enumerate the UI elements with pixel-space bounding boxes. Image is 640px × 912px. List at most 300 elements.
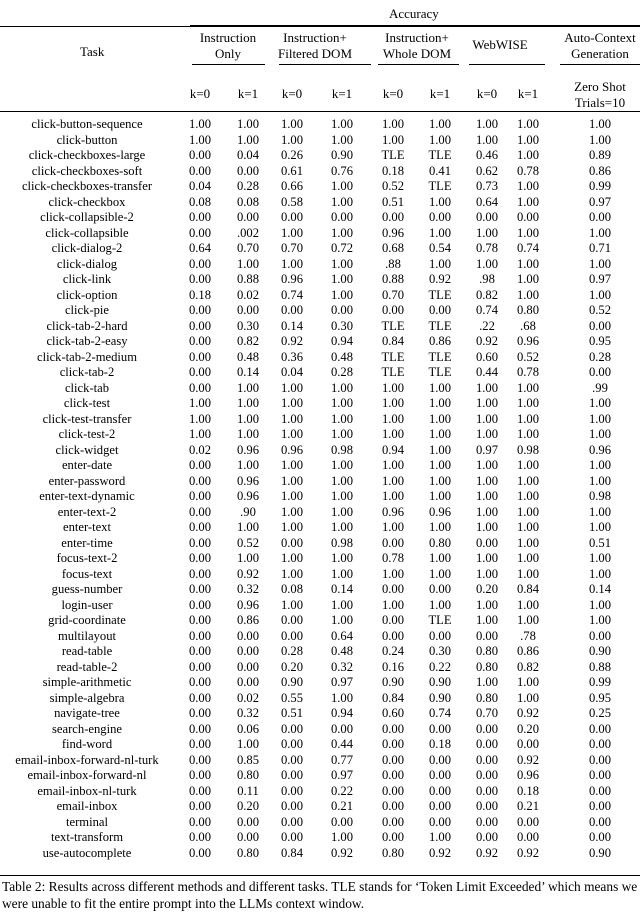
value-cell: 1.00 [330, 551, 354, 565]
task-name: focus-text-2 [56, 551, 118, 565]
value-cell: 1.00 [428, 256, 452, 271]
value-cell: TLE [381, 148, 405, 162]
value-cell: 0.97 [475, 442, 499, 457]
value-cell: 1.00 [516, 411, 540, 426]
value-cell: 1.00 [236, 458, 260, 472]
value-cell: 1.00 [280, 411, 304, 426]
k-header: k=1 [331, 86, 353, 101]
task-name: click-button [56, 132, 118, 147]
value-cell: 0.02 [236, 287, 260, 302]
group-header-line: Only [215, 46, 241, 61]
k-header-line: Trials=10 [574, 95, 626, 110]
value-cell: 0.92 [236, 566, 260, 581]
value-cell: 1.00 [330, 520, 354, 534]
value-cell: 0.26 [280, 148, 304, 162]
value-cell: 0.72 [330, 241, 354, 255]
accuracy-label: Accuracy [389, 6, 439, 21]
value-cell: .98 [479, 272, 495, 286]
value-cell: 0.00 [588, 318, 612, 333]
value-cell: 0.54 [428, 241, 452, 255]
value-cell: 1.00 [588, 613, 612, 627]
value-cell: 1.00 [475, 551, 499, 565]
value-cell: 0.00 [588, 768, 612, 782]
task-name: click-tab-2-easy [46, 334, 128, 348]
value-cell: 0.14 [236, 365, 260, 379]
value-cell: 0.00 [381, 783, 405, 798]
value-cell: 1.00 [236, 427, 260, 441]
value-cell: 0.00 [236, 814, 260, 829]
value-cell: 0.28 [236, 179, 260, 193]
value-cell: 0.18 [188, 287, 212, 302]
value-cell: 0.98 [516, 442, 540, 457]
value-cell: 0.48 [236, 349, 260, 364]
task-name: multilayout [57, 628, 117, 643]
value-cell: 0.98 [588, 489, 612, 503]
value-cell: 1.00 [475, 566, 499, 581]
value-cell: 1.00 [280, 566, 304, 581]
value-cell: 1.00 [280, 520, 304, 534]
group-header-line: Generation [571, 46, 629, 61]
value-cell: 1.00 [588, 117, 612, 131]
task-name: click-tab-2-hard [46, 318, 128, 333]
header-bottom-rule [0, 111, 640, 112]
task-name: enter-date [61, 458, 113, 472]
value-cell: 0.00 [188, 830, 212, 844]
value-cell: 0.51 [280, 706, 304, 720]
value-cell: 1.00 [516, 427, 540, 441]
value-cell: 0.00 [280, 535, 304, 550]
task-name: click-checkbox [48, 194, 126, 209]
task-name: terminal [66, 814, 108, 829]
value-cell: 0.00 [280, 628, 304, 643]
value-cell: 1.00 [428, 489, 452, 503]
value-cell: 1.00 [236, 551, 260, 565]
value-cell: TLE [381, 318, 405, 333]
task-name: email-inbox-forward-nl-turk [15, 752, 159, 767]
value-cell: 1.00 [588, 504, 612, 519]
value-cell: 0.00 [188, 365, 212, 379]
value-cell: 1.00 [428, 458, 452, 472]
value-cell: 0.90 [381, 675, 405, 689]
value-cell: 1.00 [381, 117, 405, 131]
value-cell: 1.00 [280, 396, 304, 410]
value-cell: 0.92 [280, 334, 304, 348]
value-cell: 0.11 [237, 783, 259, 798]
value-cell: 0.00 [236, 628, 260, 643]
value-cell: 1.00 [588, 225, 612, 240]
value-cell: 1.00 [588, 411, 612, 426]
value-cell: 1.00 [428, 520, 452, 534]
value-cell: TLE [428, 349, 452, 364]
value-cell: 0.00 [428, 768, 452, 782]
value-cell: 0.51 [381, 194, 405, 209]
value-cell: 1.00 [280, 504, 304, 519]
value-cell: 0.00 [475, 799, 499, 813]
task-name: enter-text-2 [57, 504, 117, 519]
value-cell: 0.00 [236, 830, 260, 844]
value-cell: 1.00 [475, 504, 499, 519]
value-cell: 0.48 [330, 644, 354, 658]
group-header-line: Filtered DOM [277, 46, 353, 61]
value-cell: 0.00 [188, 520, 212, 534]
value-cell: 1.00 [516, 520, 540, 534]
value-cell: 0.96 [236, 489, 260, 503]
value-cell: 0.96 [516, 334, 540, 348]
value-cell: 1.00 [516, 566, 540, 581]
value-cell: 1.00 [516, 458, 540, 472]
value-cell: TLE [381, 349, 405, 364]
value-cell: 0.16 [381, 659, 405, 674]
value-cell: 1.00 [428, 132, 452, 147]
value-cell: 0.04 [188, 179, 212, 193]
value-cell: 0.00 [188, 303, 212, 317]
value-cell: 0.98 [330, 535, 354, 550]
value-cell: 0.41 [428, 163, 452, 178]
task-name: email-inbox-nl-turk [37, 783, 137, 798]
value-cell: 1.00 [475, 256, 499, 271]
value-cell: 1.00 [280, 597, 304, 612]
k-header: k=1 [429, 86, 451, 101]
value-cell: 1.00 [280, 551, 304, 565]
task-name: read-table [61, 644, 113, 658]
task-name: click-pie [64, 303, 110, 317]
value-cell: 0.00 [381, 799, 405, 813]
value-cell: 1.00 [188, 117, 212, 131]
task-name: click-tab-2-medium [36, 349, 137, 364]
task-name: simple-arithmetic [42, 675, 132, 689]
task-name: find-word [61, 737, 113, 751]
value-cell: 0.00 [188, 690, 212, 705]
value-cell: 0.00 [188, 706, 212, 720]
value-cell: 0.00 [330, 721, 354, 736]
value-cell: 0.00 [428, 628, 452, 643]
value-cell: 0.20 [236, 799, 260, 813]
value-cell: 1.00 [516, 225, 540, 240]
value-cell: TLE [428, 318, 452, 333]
value-cell: 1.00 [516, 535, 540, 550]
k-header-line: Zero Shot [574, 79, 626, 94]
value-cell: 0.00 [381, 303, 405, 317]
value-cell: 0.97 [330, 675, 354, 689]
group-header-line: Instruction+ [283, 30, 347, 45]
value-cell: 0.90 [428, 690, 452, 705]
value-cell: 0.28 [280, 644, 304, 658]
value-cell: 0.96 [280, 272, 304, 286]
value-cell: TLE [428, 148, 452, 162]
value-cell: 0.00 [188, 349, 212, 364]
value-cell: 1.00 [428, 442, 452, 457]
value-cell: 1.00 [475, 380, 499, 395]
value-cell: 1.00 [428, 396, 452, 410]
group-header-line: Instruction+ [385, 30, 449, 45]
value-cell: 0.00 [428, 752, 452, 767]
value-cell: 1.00 [330, 256, 354, 271]
value-cell: 0.00 [188, 768, 212, 782]
task-name: email-inbox-forward-nl [27, 768, 147, 782]
value-cell: 0.00 [381, 768, 405, 782]
value-cell: 1.00 [280, 225, 304, 240]
value-cell: 0.80 [475, 659, 499, 674]
value-cell: 1.00 [588, 256, 612, 271]
value-cell: 0.00 [381, 752, 405, 767]
value-cell: 0.00 [188, 814, 212, 829]
task-name: focus-text [61, 566, 113, 581]
value-cell: 1.00 [516, 256, 540, 271]
value-cell: 0.68 [381, 241, 405, 255]
value-cell: 0.36 [280, 349, 304, 364]
value-cell: 0.48 [330, 349, 354, 364]
value-cell: 1.00 [381, 458, 405, 472]
value-cell: 0.00 [381, 830, 405, 844]
value-cell: 0.21 [330, 799, 354, 813]
value-cell: 1.00 [516, 690, 540, 705]
value-cell: 1.00 [330, 380, 354, 395]
value-cell: 0.84 [381, 334, 405, 348]
k-header: k=1 [237, 86, 259, 101]
value-cell: 0.08 [188, 194, 212, 209]
value-cell: 1.00 [588, 132, 612, 147]
value-cell: 0.32 [330, 659, 354, 674]
value-cell: 0.00 [475, 210, 499, 224]
value-cell: 0.55 [280, 690, 304, 705]
value-cell: 0.94 [381, 442, 405, 457]
value-cell: 1.00 [475, 117, 499, 131]
value-cell: 0.00 [236, 644, 260, 658]
value-cell: 0.74 [428, 706, 452, 720]
value-cell: 0.60 [381, 706, 405, 720]
value-cell: 1.00 [516, 613, 540, 627]
value-cell: 0.22 [330, 783, 354, 798]
value-cell: 0.00 [188, 752, 212, 767]
value-cell: 1.00 [381, 473, 405, 488]
value-cell: 0.28 [330, 365, 354, 379]
value-cell: 0.00 [381, 210, 405, 224]
value-cell: 0.00 [475, 721, 499, 736]
value-cell: 1.00 [330, 179, 354, 193]
value-cell: 0.00 [280, 814, 304, 829]
value-cell: 1.00 [330, 117, 354, 131]
value-cell: 0.00 [428, 783, 452, 798]
value-cell: 1.00 [236, 520, 260, 534]
value-cell: 0.64 [188, 241, 212, 255]
value-cell: 0.00 [188, 644, 212, 658]
value-cell: 0.64 [330, 628, 354, 643]
value-cell: 0.96 [236, 442, 260, 457]
value-cell: 0.80 [236, 768, 260, 782]
value-cell: 0.96 [588, 442, 612, 457]
value-cell: 1.00 [428, 551, 452, 565]
value-cell: 0.99 [588, 675, 612, 689]
value-cell: 0.00 [188, 380, 212, 395]
value-cell: 0.70 [475, 706, 499, 720]
value-cell: 0.88 [588, 659, 612, 674]
k-header: k=0 [476, 86, 498, 101]
value-cell: 1.00 [428, 411, 452, 426]
value-cell: 0.24 [381, 644, 405, 658]
value-cell: 0.00 [588, 830, 612, 844]
task-name: click-checkboxes-large [28, 148, 146, 162]
value-cell: 0.00 [188, 551, 212, 565]
value-cell: 1.00 [280, 473, 304, 488]
value-cell: 0.00 [188, 318, 212, 333]
value-cell: 0.78 [381, 551, 405, 565]
value-cell: 0.00 [188, 256, 212, 271]
value-cell: 1.00 [330, 287, 354, 302]
value-cell: 0.00 [236, 163, 260, 178]
task-name: grid-coordinate [48, 613, 126, 627]
task-name: simple-algebra [49, 690, 125, 705]
value-cell: 0.00 [188, 737, 212, 751]
value-cell: 0.00 [516, 814, 540, 829]
value-cell: 0.00 [280, 210, 304, 224]
value-cell: 0.92 [516, 706, 540, 720]
value-cell: 0.97 [588, 272, 612, 286]
task-name: click-option [56, 287, 118, 302]
value-cell: 1.00 [330, 427, 354, 441]
value-cell: 1.00 [330, 504, 354, 519]
value-cell: 0.00 [381, 613, 405, 627]
value-cell: 0.90 [428, 675, 452, 689]
value-cell: 0.14 [588, 582, 612, 596]
value-cell: 0.00 [280, 799, 304, 813]
task-name: email-inbox [56, 799, 118, 813]
value-cell: 0.00 [280, 830, 304, 844]
value-cell: 1.00 [516, 473, 540, 488]
task-name: click-widget [55, 442, 119, 457]
value-cell: 1.00 [381, 489, 405, 503]
value-cell: 1.00 [188, 411, 212, 426]
value-cell: 0.96 [428, 504, 452, 519]
value-cell: 0.96 [280, 442, 304, 457]
value-cell: 1.00 [330, 411, 354, 426]
value-cell: 1.00 [188, 396, 212, 410]
value-cell: 0.18 [516, 783, 540, 798]
value-cell: TLE [381, 365, 405, 379]
value-cell: 0.04 [236, 148, 260, 162]
value-cell: 1.00 [236, 380, 260, 395]
value-cell: 0.20 [280, 659, 304, 674]
value-cell: 0.20 [516, 721, 540, 736]
value-cell: 0.95 [588, 334, 612, 348]
value-cell: 1.00 [475, 225, 499, 240]
value-cell: 1.00 [475, 489, 499, 503]
value-cell: 0.25 [588, 706, 612, 720]
task-name: read-table-2 [56, 659, 118, 674]
value-cell: 0.02 [188, 442, 212, 457]
value-cell: 1.00 [516, 597, 540, 612]
value-cell: 0.00 [188, 225, 212, 240]
value-cell: 1.00 [381, 411, 405, 426]
value-cell: 1.00 [475, 411, 499, 426]
value-cell: 0.06 [236, 721, 260, 736]
task-name: click-tab [64, 380, 110, 395]
value-cell: 1.00 [330, 597, 354, 612]
k-header: k=0 [382, 86, 404, 101]
value-cell: 1.00 [588, 473, 612, 488]
value-cell: 0.30 [236, 318, 260, 333]
value-cell: 0.00 [280, 737, 304, 751]
value-cell: 0.82 [236, 334, 260, 348]
k-header: k=0 [189, 86, 211, 101]
value-cell: 0.90 [588, 644, 612, 658]
value-cell: 0.00 [588, 210, 612, 224]
value-cell: 1.00 [280, 380, 304, 395]
value-cell: 1.00 [330, 225, 354, 240]
value-cell: 0.00 [188, 659, 212, 674]
value-cell: 1.00 [188, 427, 212, 441]
task-name: enter-text [63, 520, 111, 534]
value-cell: 1.00 [381, 566, 405, 581]
value-cell: 0.00 [588, 799, 612, 813]
value-cell: 0.00 [188, 597, 212, 612]
value-cell: 0.64 [475, 194, 499, 209]
value-cell: 0.00 [516, 737, 540, 751]
value-cell: 1.00 [381, 427, 405, 441]
value-cell: 0.08 [236, 194, 260, 209]
value-cell: 1.00 [588, 396, 612, 410]
value-cell: 0.80 [516, 303, 540, 317]
value-cell: 0.94 [330, 334, 354, 348]
value-cell: 0.00 [188, 845, 212, 860]
value-cell: 0.94 [330, 706, 354, 720]
task-name: click-collapsible [45, 225, 129, 240]
value-cell: 0.00 [381, 737, 405, 751]
value-cell: 1.00 [588, 566, 612, 581]
group-rule-2 [378, 64, 459, 65]
value-cell: .22 [479, 318, 495, 333]
value-cell: 1.00 [475, 396, 499, 410]
value-cell: 0.14 [330, 582, 354, 596]
value-cell: 0.08 [280, 582, 304, 596]
value-cell: 0.00 [188, 582, 212, 596]
value-cell: 0.00 [188, 504, 212, 519]
value-cell: 1.00 [381, 520, 405, 534]
value-cell: 1.00 [330, 132, 354, 147]
value-cell: 0.74 [516, 241, 540, 255]
value-cell: 0.95 [588, 690, 612, 705]
top-rule-full [0, 26, 640, 27]
value-cell: 0.44 [475, 365, 499, 379]
value-cell: 0.28 [588, 349, 612, 364]
value-cell: 0.78 [516, 163, 540, 178]
value-cell: 0.00 [381, 535, 405, 550]
value-cell: 0.00 [188, 489, 212, 503]
group-header-line: WebWISE [472, 37, 528, 52]
task-name: login-user [61, 597, 113, 612]
value-cell: 1.00 [516, 675, 540, 689]
value-cell: 0.52 [516, 349, 540, 364]
value-cell: 0.00 [188, 783, 212, 798]
table-bottom-rule [0, 875, 640, 876]
value-cell: .78 [520, 628, 536, 643]
value-cell: 0.99 [588, 179, 612, 193]
value-cell: 0.92 [428, 845, 452, 860]
value-cell: 1.00 [588, 287, 612, 302]
value-cell: 1.00 [330, 272, 354, 286]
value-cell: 0.80 [381, 845, 405, 860]
value-cell: 0.52 [381, 179, 405, 193]
value-cell: 0.00 [188, 473, 212, 488]
value-cell: 0.00 [588, 783, 612, 798]
value-cell: 1.00 [475, 597, 499, 612]
value-cell: 0.00 [475, 737, 499, 751]
value-cell: 0.84 [280, 845, 304, 860]
value-cell: 0.00 [381, 582, 405, 596]
value-cell: 0.92 [428, 272, 452, 286]
value-cell: 1.00 [428, 427, 452, 441]
value-cell: 1.00 [588, 427, 612, 441]
value-cell: 0.00 [475, 628, 499, 643]
